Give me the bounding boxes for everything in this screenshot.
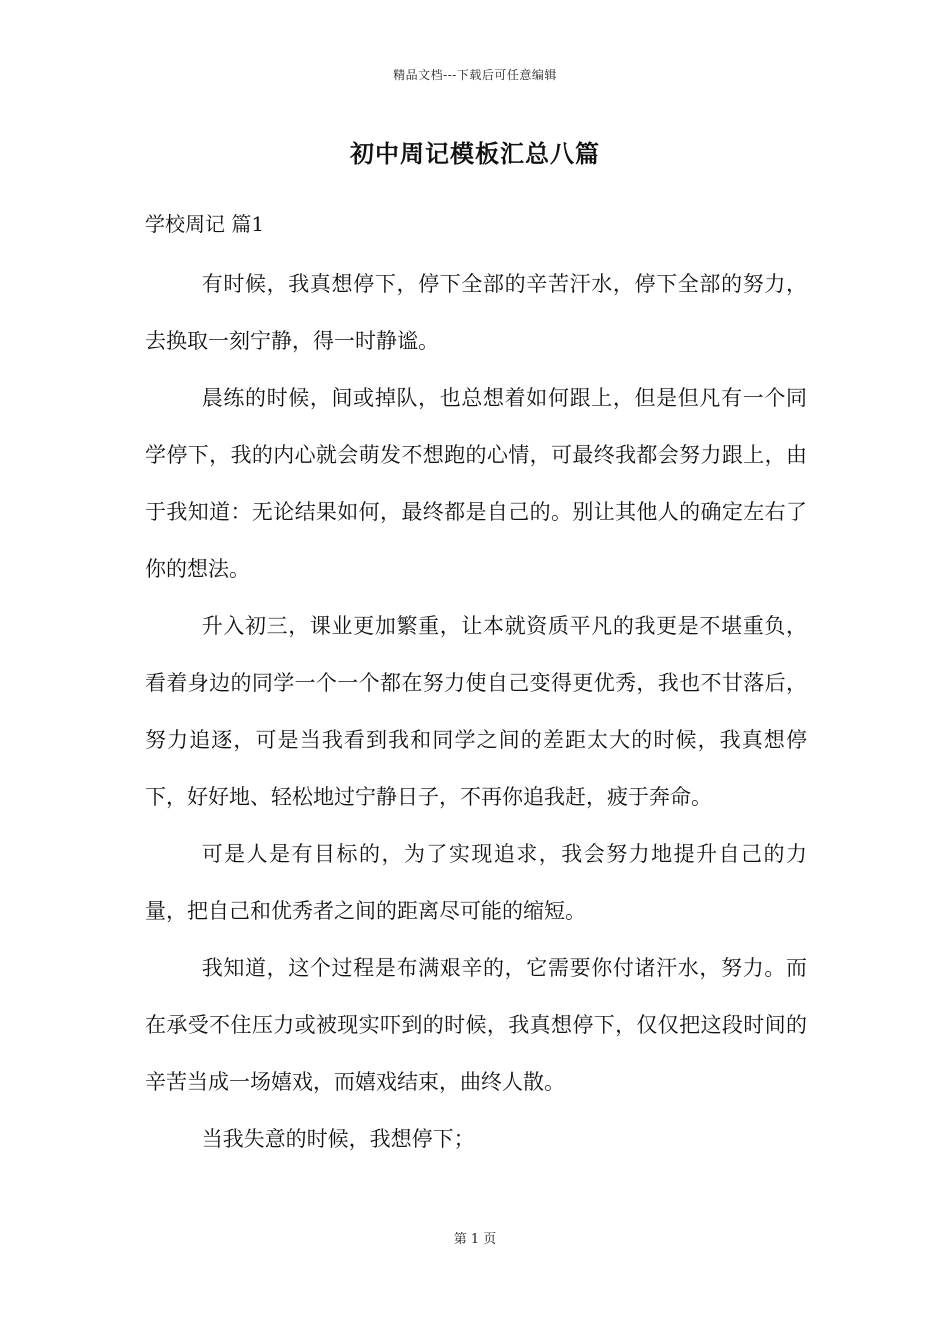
- document-title: 初中周记模板汇总八篇: [350, 139, 600, 168]
- page-number: 第 1 页: [453, 1232, 497, 1247]
- body-text: [145, 256, 807, 1168]
- section-heading: 学校周记 篇1: [145, 212, 265, 236]
- paragraph: 有时候，我真想停下，停下全部的辛苦汗水，停下全部的努力，去换取一刻宁静，得一时静谧。: [145, 272, 807, 353]
- paragraph: 可是人是有目标的，为了实现追求，我会努力地提升自己的力量，把自己和优秀者之间的距离尽可能的缩短。: [145, 842, 807, 923]
- paragraph: 晨练的时候，间或掉队，也总想着如何跟上，但是但凡有一个同学停下，我的内心就会萌发不想跑的心情，可最终我都会努力跟上，由于我知道：无论结果如何，最终都是自己的。别让其他人的确定左右了你的想法。: [145, 386, 807, 581]
- paragraph: 我知道，这个过程是布满艰辛的，它需要你付诸汗水，努力。而在承受不住压力或被现实吓到的时候，我真想停下，仅仅把这段时间的辛苦当成一场嬉戏，而嬉戏结束，曲终人散。: [145, 956, 807, 1094]
- paragraph: 升入初三，课业更加繁重，让本就资质平凡的我更是不堪重负，看着身边的同学一个一个都在努力使自己变得更优秀，我也不甘落后，努力追逐，可是当我看到我和同学之间的差距太大的时候，我真想停下，好好地、轻松地过宁静日子，不再你追我赶，疲于奔命。: [145, 614, 807, 809]
- paragraph: 当我失意的时候，我想停下；: [201, 1127, 475, 1151]
- page-header: 精品文档---下载后可任意编辑: [393, 68, 557, 82]
